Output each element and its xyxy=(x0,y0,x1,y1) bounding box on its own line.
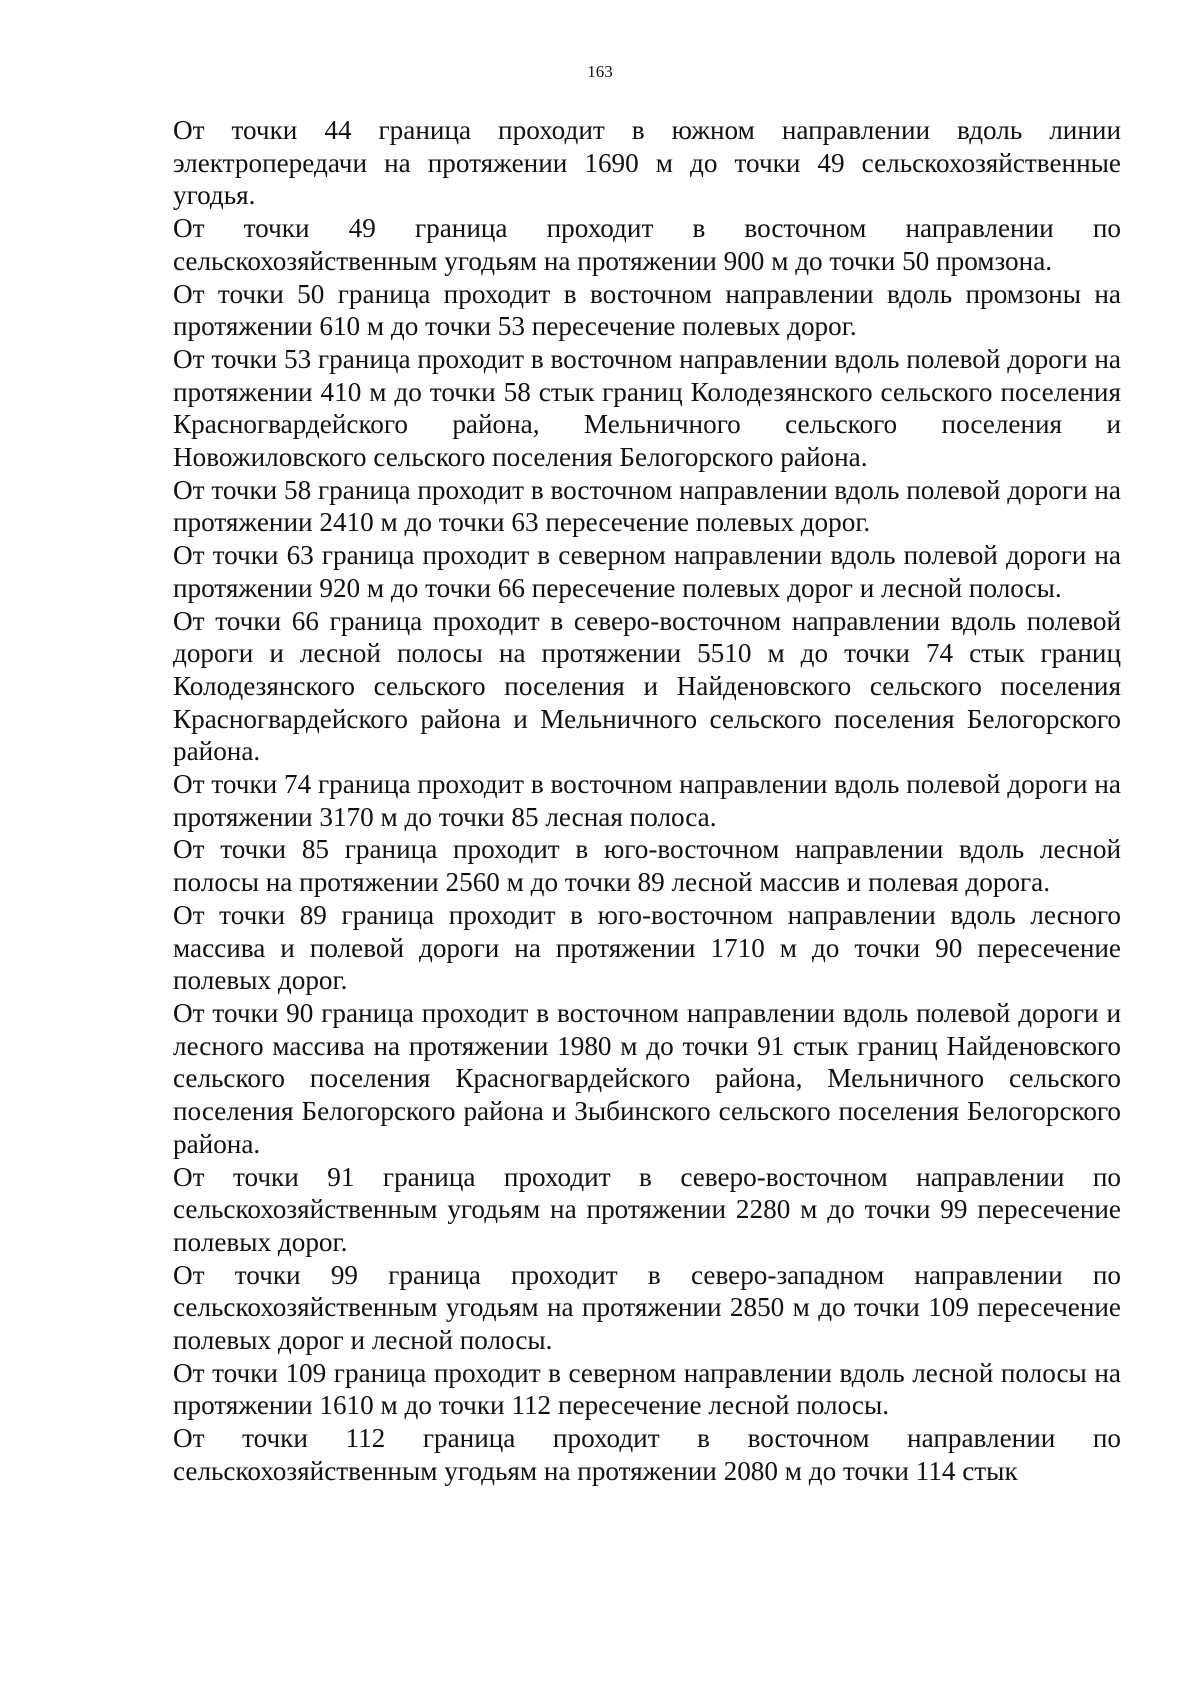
paragraph: От точки 89 граница проходит в юго-восточном направлении вдоль лесного массива и полевой дороги на протяжении 1710 м до точки 90 пересечение полевых дорог. xyxy=(173,899,1121,996)
paragraph: От точки 74 граница проходит в восточном направлении вдоль полевой дороги на протяжении 3170 м до точки 85 лесная полоса. xyxy=(173,769,1121,832)
page-number: 163 xyxy=(587,62,613,81)
paragraph: От точки 49 граница проходит в восточном направлении по сельскохозяйственным угодьям на протяжении 900 м до точки 50 промзона. xyxy=(173,213,1121,276)
paragraph: От точки 99 граница проходит в северо-западном направлении по сельскохозяйственным угодьям на протяжении 2850 м до точки 109 пересечение полевых дорог и лесной полосы. xyxy=(173,1259,1121,1356)
paragraph: От точки 91 граница проходит в северо-восточном направлении по сельскохозяйственным угодьям на протяжении 2280 м до точки 99 пересечение полевых дорог. xyxy=(173,1161,1121,1257)
paragraph: От точки 90 граница проходит в восточном направлении вдоль полевой дороги и лесного массива на протяжении 1980 м до точки 91 стык границ Найденовского сельского поселения Красногвардейского района, Мельничного сельского поселения Белогорского района и Зыбинского сельского поселения Белогорского района. xyxy=(173,997,1121,1159)
paragraph: От точки 112 граница проходит в восточном направлении по сельскохозяйственным угодьям на протяжении 2080 м до точки 114 стык xyxy=(173,1423,1121,1486)
document-body xyxy=(173,114,1121,1488)
paragraph: От точки 50 граница проходит в восточном направлении вдоль промзоны на протяжении 610 м до точки 53 пересечение полевых дорог. xyxy=(173,278,1121,342)
paragraph: От точки 66 граница проходит в северо-восточном направлении вдоль полевой дороги и лесной полосы на протяжении 5510 м до точки 74 стык границ Колодезянского сельского поселения и Найденовского сельского поселения Красногвардейского района и Мельничного сельского поселения Белогорского района. xyxy=(173,605,1121,767)
paragraph: От точки 109 граница проходит в северном направлении вдоль лесной полосы на протяжении 1610 м до точки 112 пересечение лесной полосы. xyxy=(173,1357,1121,1421)
paragraph: От точки 63 граница проходит в северном направлении вдоль полевой дороги на протяжении 920 м до точки 66 пересечение полевых дорог и лесной полосы. xyxy=(173,540,1121,603)
paragraph: От точки 53 граница проходит в восточном направлении вдоль полевой дороги на протяжении 410 м до точки 58 стык границ Колодезянского сельского поселения Красногвардейского района, Мельничного сельского поселения и Новожиловского сельского поселения Белогорского района. xyxy=(173,343,1121,473)
paragraph: От точки 85 граница проходит в юго-восточном направлении вдоль лесной полосы на протяжении 2560 м до точки 89 лесной массив и полевая дорога. xyxy=(173,834,1121,898)
paragraph: От точки 44 граница проходит в южном направлении вдоль линии электропередачи на протяжении 1690 м до точки 49 сельскохозяйственные угодья. xyxy=(173,115,1121,211)
paragraph: От точки 58 граница проходит в восточном направлении вдоль полевой дороги на протяжении 2410 м до точки 63 пересечение полевых дорог. xyxy=(173,474,1121,538)
